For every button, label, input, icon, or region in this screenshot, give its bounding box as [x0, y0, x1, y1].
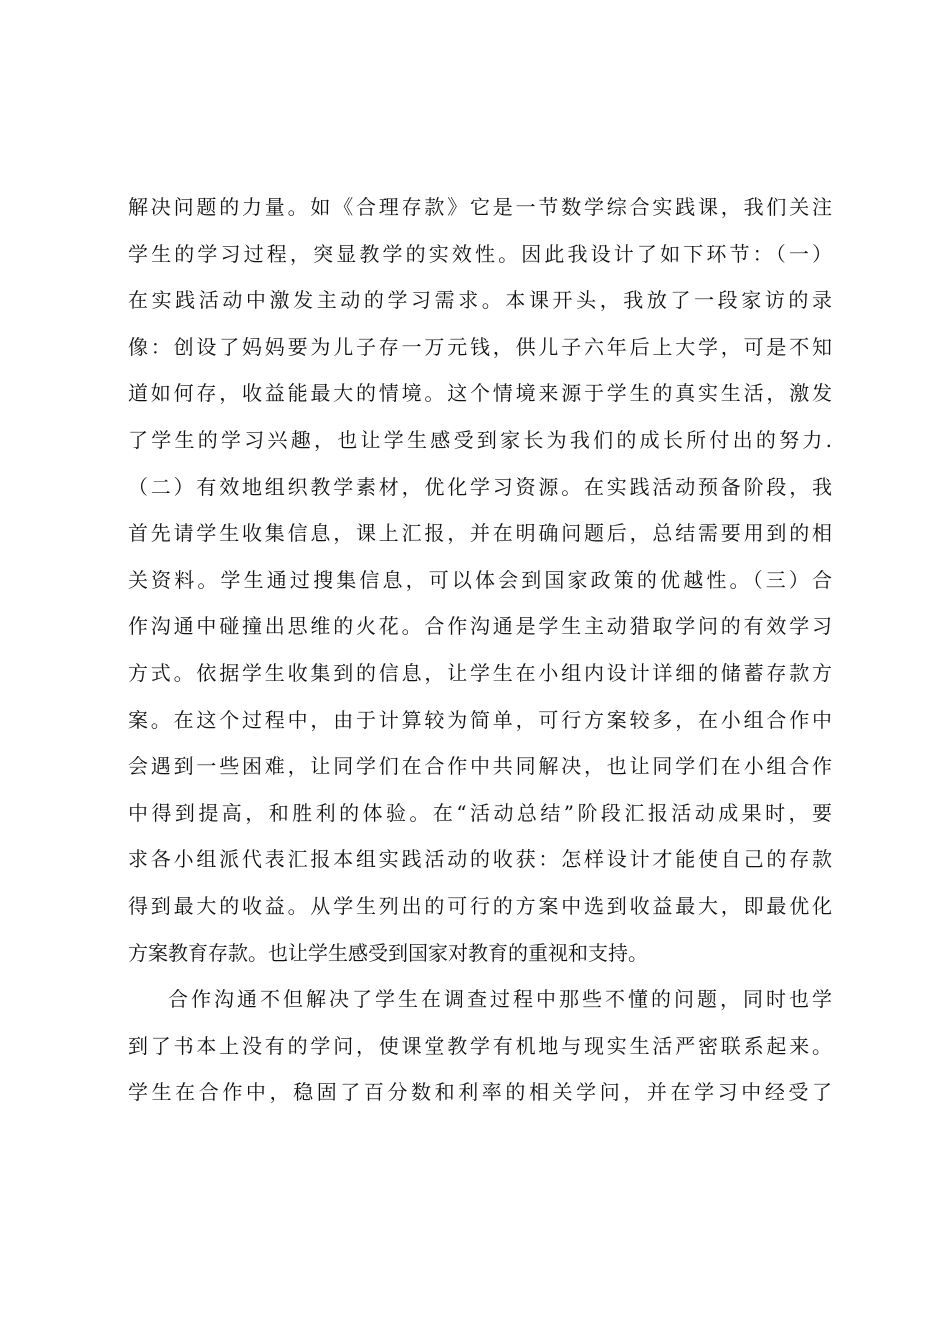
text-line: 会遇到一些困难，让同学们在合作中共同解决，也让同学们在小组合作	[128, 754, 832, 779]
text-line: 关资料。学生通过搜集信息，可以体会到国家政策的优越性。（三）合	[128, 567, 832, 592]
text-line: 了学生的学习兴趣，也让学生感受到家长为我们的成长所付出的努力.	[128, 427, 832, 452]
text-line: 道如何存，收益能最大的情境。这个情境来源于学生的真实生活，激发	[128, 381, 832, 406]
text-line: 得到最大的收益。从学生列出的可行的方案中选到收益最大，即最优化	[128, 893, 832, 918]
text-line: 在实践活动中激发主动的学习需求。本课开头，我放了一段家访的录	[128, 288, 832, 313]
text-line: 首先请学生收集信息，课上汇报，并在明确问题后，总结需要用到的相	[128, 521, 832, 546]
text-line: 中得到提高，和胜利的体验。在“活动总结”阶段汇报活动成果时，要	[128, 800, 832, 825]
text-line: 作沟通中碰撞出思维的火花。合作沟通是学生主动猎取学问的有效学习	[128, 614, 832, 639]
text-line: 学生的学习过程，突显教学的实效性。因此我设计了如下环节：（一）	[128, 241, 832, 266]
body-text	[128, 184, 832, 1116]
text-line: 到了书本上没有的学问，使课堂教学有机地与现实生活严密联系起来。	[128, 1033, 832, 1058]
text-line: 方案教育存款。也让学生感受到国家对教育的重视和支持。	[128, 940, 648, 965]
text-line: （二）有效地组织教学素材，优化学习资源。在实践活动预备阶段，我	[128, 474, 832, 499]
text-line: 求各小组派代表汇报本组实践活动的收获：怎样设计才能使自己的存款	[128, 847, 832, 872]
text-line: 像：创设了妈妈要为儿子存一万元钱，供儿子六年后上大学，可是不知	[128, 334, 832, 359]
text-line: 解决问题的力量。如《合理存款》它是一节数学综合实践课，我们关注	[128, 195, 832, 219]
text-line: 合作沟通不但解决了学生在调查过程中那些不懂的问题，同时也学	[168, 987, 832, 1012]
text-line: 方式。依据学生收集到的信息，让学生在小组内设计详细的储蓄存款方	[128, 660, 832, 685]
text-line: 学生在合作中，稳固了百分数和利率的相关学问，并在学习中经受了	[128, 1080, 832, 1105]
text-line: 案。在这个过程中，由于计算较为简单，可行方案较多，在小组合作中	[128, 707, 832, 732]
